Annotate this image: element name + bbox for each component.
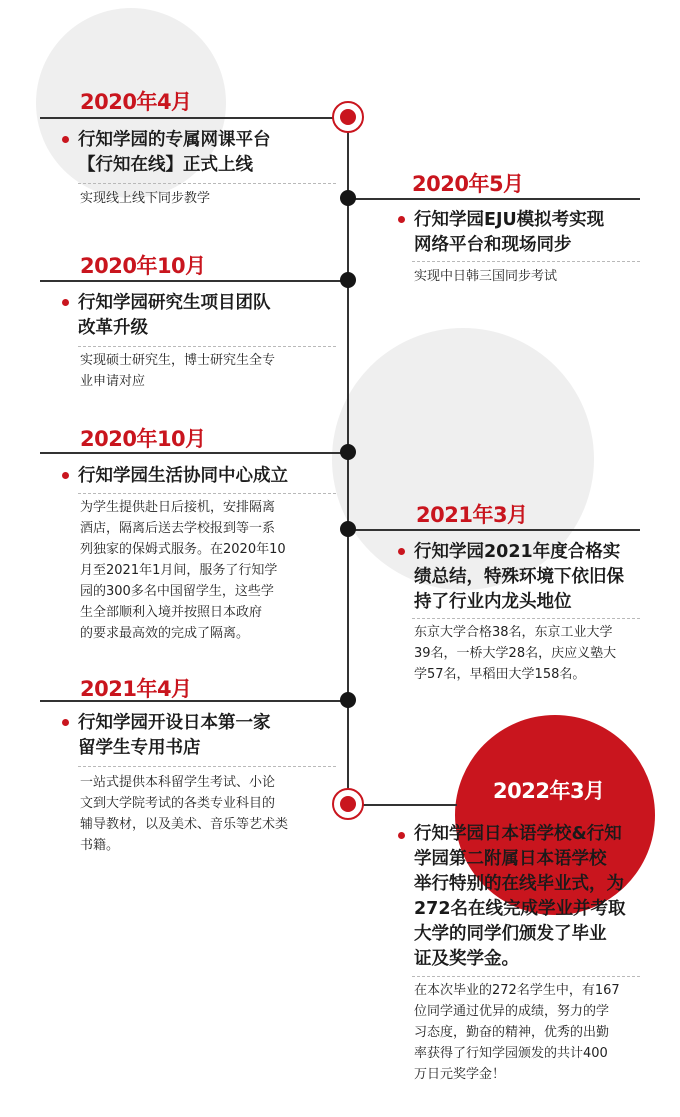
event-date: 2021年4月 (80, 677, 192, 701)
bullet-icon (62, 299, 69, 306)
event-description: 一站式提供本科留学生考试、小论 文到大学院考试的各类专业科目的 辅导教材，以及美术、音乐等艺术类 书籍。 (80, 775, 289, 853)
event-date: 2020年5月 (412, 172, 524, 196)
bullet-icon (398, 832, 405, 839)
event-title: 行知学园EJU模拟考实现 网络平台和现场同步 (414, 210, 605, 255)
connector-line (40, 117, 347, 119)
event-description: 在本次毕业的272名学生中，有167 位同学通过优异的成绩，努力的学 习态度，勤奋的精神，优秀的出勤 率获得了行知学园颁发的共计400 万日元奖学金！ (414, 983, 620, 1082)
event-date: 2020年10月 (80, 254, 206, 278)
timeline-node-highlight (332, 788, 364, 820)
bullet-icon (62, 472, 69, 479)
event-date: 2020年4月 (80, 90, 192, 114)
event-title: 行知学园的专属网课平台 【行知在线】正式上线 (78, 130, 271, 175)
divider (412, 261, 640, 262)
event-title: 行知学园开设日本第一家 留学生专用书店 (78, 713, 271, 758)
bullet-icon (398, 548, 405, 555)
timeline-node (340, 272, 356, 288)
event-title: 行知学园生活协同中心成立 (78, 466, 288, 486)
divider (78, 346, 336, 347)
connector-line (349, 529, 640, 531)
bullet-icon (62, 719, 69, 726)
divider (78, 766, 336, 767)
event-description: 东京大学合格38名，东京工业大学 39名，一桥大学28名，庆应义塾大 学57名，早稻田大学158名。 (414, 625, 617, 682)
event-description: 实现硕士研究生，博士研究生全专 业申请对应 (80, 353, 276, 389)
event-description: 实现线上线下同步教学 (80, 191, 211, 206)
connector-line (349, 804, 457, 806)
event-date: 2021年3月 (416, 503, 528, 527)
timeline-node (340, 692, 356, 708)
divider (78, 183, 336, 184)
divider (78, 493, 336, 494)
divider (412, 618, 640, 619)
event-date: 2022年3月 (493, 779, 605, 803)
bullet-icon (398, 216, 405, 223)
event-title: 行知学园2021年度合格实 绩总结，特殊环境下依旧保 持了行业内龙头地位 (414, 542, 624, 612)
timeline-node (340, 444, 356, 460)
event-description: 为学生提供赴日后接机，安排隔离 酒店，隔离后送去学校报到等一系 列独家的保姆式服务。在2020年10 月至2021年1月间，服务了行知学 园的300多名中国留学生，这些学 生全部顺利入境并按照日本政府 的要求最高效的完成了隔离。 (80, 500, 286, 641)
divider (412, 976, 640, 977)
connector-line (40, 280, 347, 282)
timeline-node (340, 190, 356, 206)
event-title: 行知学园日本语学校&行知 学园第二附属日本语学校 举行特别的在线毕业式，为 272名在线完成学业并考取 大学的同学们颁发了毕业 证及奖学金。 (414, 824, 626, 969)
connector-line (349, 198, 640, 200)
event-date: 2020年10月 (80, 427, 206, 451)
timeline-node (340, 521, 356, 537)
bullet-icon (62, 136, 69, 143)
event-description: 实现中日韩三国同步考试 (414, 269, 558, 284)
timeline-node-highlight (332, 101, 364, 133)
event-title: 行知学园研究生项目团队 改革升级 (78, 293, 271, 338)
